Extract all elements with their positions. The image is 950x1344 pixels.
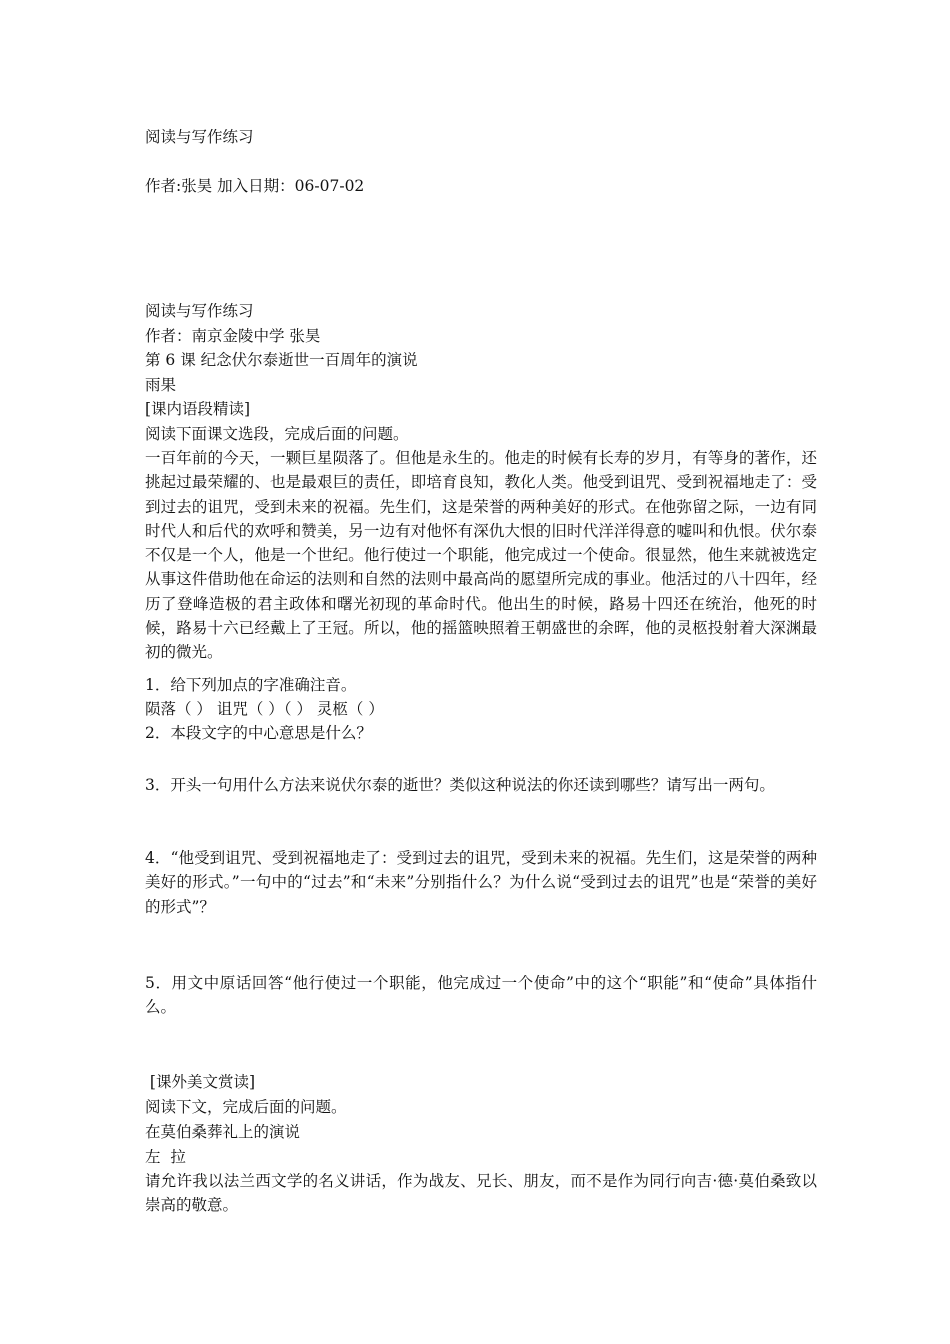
article-author: 作者：南京金陵中学 张昊 [145,327,321,345]
lesson-author: 雨果 [145,376,177,394]
lesson-title: 第 6 课 纪念伏尔泰逝世一百周年的演说 [145,351,418,369]
question-5: 5．用文中原话回答“他行使过一个职能，他完成过一个使命”中的这个“职能”和“使命”具体指什么。 [145,974,817,1017]
instruction-extra: 阅读下文，完成后面的问题。 [145,1098,347,1116]
section-heading-extra: [课外美文赏读] [145,1073,256,1091]
header-author-date: 作者:张昊 加入日期：06-07-02 [145,177,365,195]
question-4: 4．“他受到诅咒、受到祝福地走了：受到过去的诅咒，受到未来的祝福。先生们，这是荣誉的两种美好的形式。”一句中的“过去”和“未来”分别指什么？为什么说“受到过去的诅咒”也是“荣誉的美好的形式”？ [145,849,817,916]
header-title: 阅读与写作练习 [145,128,254,146]
question-2: 2．本段文字的中心意思是什么？ [145,724,372,742]
article-title: 阅读与写作练习 [145,302,254,320]
question-1: 1．给下列加点的字准确注音。 [145,676,357,694]
question-3: 3．开头一句用什么方法来说伏尔泰的逝世？类似这种说法的你还读到哪些？请写出一两句。 [145,776,775,794]
instruction-in-class: 阅读下面课文选段，完成后面的问题。 [145,425,409,443]
extra-article-author: 左 拉 [145,1148,186,1166]
extra-passage: 请允许我以法兰西文学的名义讲话，作为战友、兄长、朋友，而不是作为同行向吉·德·莫伯桑致以崇高的敬意。 [145,1172,817,1215]
question-1-items: 陨落（ ） 诅咒（ ）（ ） 灵柩（ ） [145,700,384,718]
extra-article-title: 在莫伯桑葬礼上的演说 [145,1123,301,1141]
section-heading-in-class: [课内语段精读] [145,400,251,418]
passage-paragraph: 一百年前的今天，一颗巨星陨落了。但他是永生的。他走的时候有长寿的岁月，有等身的著作，还挑起过最荣耀的、也是最艰巨的责任，即培育良知，教化人类。他受到诅咒、受到祝福地走了：受到过去的诅咒，受到未来的祝福。先生们，这是荣誉的两种美好的形式。在他弥留之际，一边有同时代人和后代的欢呼和赞美，另一边有对他怀有深仇大恨的旧时代洋洋得意的嘘叫和仇恨。伏尔泰不仅是一个人，他是一个世纪。他行使过一个职能，他完成过一个使命。很显然，他生来就被选定从事这件借助他在命运的法则和自然的法则中最高尚的愿望所完成的事业。他活过的八十四年，经历了登峰造极的君主政体和曙光初现的革命时代。他出生的时候，路易十四还在统治，他死的时候，路易十六已经戴上了王冠。所以，他的摇篮映照着王朝盛世的余晖，他的灵柩投射着大深渊最初的微光。 [145,449,817,662]
